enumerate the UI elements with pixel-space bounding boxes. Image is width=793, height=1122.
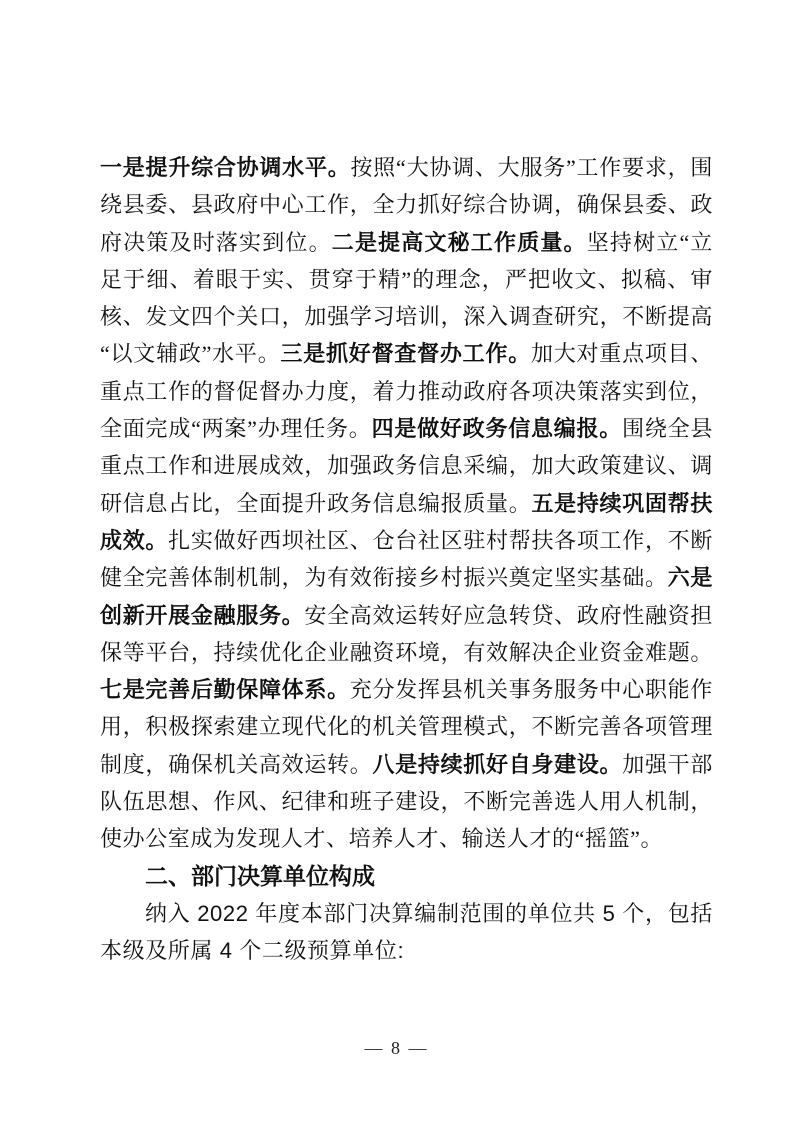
body-paragraphs [100,149,713,858]
text-run: 扎实做好西坝社区、仓台社区驻村帮扶各项工作，不断健全完善体制机制，为有效衔接乡村振兴奠定坚实基础。 [100,527,713,591]
text-run: 加强干部队伍思想、作风、纪律和班子建设，不断完善选人用人机制，使办公室成为发现人才、培养人才、输送人才的“摇篮”。 [100,751,713,852]
text-run: 安全高效运转好应急转贷、政府性融资担保等平台，持续优化企业融资环境，有效解决企业资金难题。 [100,602,713,665]
page-number: — 8 — [364,1038,429,1058]
bold-run: 八是持续抓好自身建设。 [372,751,623,777]
paragraph [100,149,713,858]
text-run: 加大对重点项目、重点工作的督促督办力度，着力推动政府各项决策落实到位，全面完成“两案”办理任务。 [100,341,713,442]
text-run: 按照“大协调、大服务”工作要求，围绕县委、县政府中心工作，全力抓好综合协调，确保县委、政府决策及时落实到位。 [100,155,713,255]
bold-run: 七是完善后勤保障体系。 [100,677,350,703]
text-run: 坚持树立“立足于细、着眼于实、贯穿于精”的理念，严把收文、拟稿、审核、发文四个关口，加强学习培训，深入调查研究，不断提高“以文辅政”水平。 [100,229,713,367]
closing-paragraph: 纳入 2022 年度本部门决算编制范围的单位共 5 个，包括本级及所属 4 个二级预算单位: [100,900,713,964]
bold-run: 五是持续巩固帮扶成效。 [100,490,713,553]
bold-run: 六是创新开展金融服务。 [100,565,713,628]
bold-run: 一是提升综合协调水平。 [100,155,351,180]
page-content [100,149,713,970]
bold-run: 三是抓好督查督办工作。 [280,341,531,367]
bold-run: 二是提高文秘工作质量。 [331,229,587,255]
text-run: 围绕全县重点工作和进展成效，加强政务信息采编，加大政策建议、调研信息占比，全面提升政务信息编报质量。 [100,416,713,516]
bold-run: 四是做好政务信息编报。 [371,416,623,442]
section-heading: 二、部门决算单位构成 [145,862,375,889]
text-run: 充分发挥县机关事务服务中心职能作用，积极探索建立现代化的机关管理模式，不断完善各项管理制度，确保机关高效运转。 [100,677,713,777]
